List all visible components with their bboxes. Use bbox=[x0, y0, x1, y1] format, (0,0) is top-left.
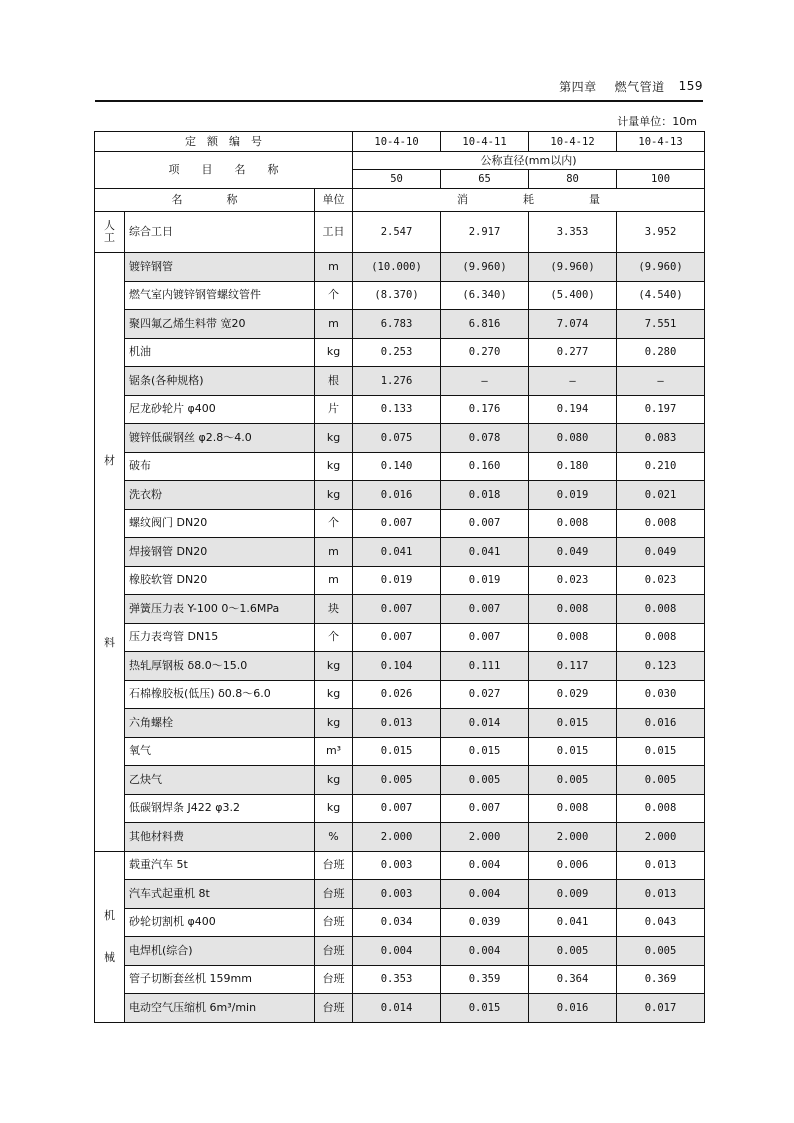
materials-row bbox=[95, 766, 705, 795]
consumption-value: 0.210 bbox=[617, 452, 705, 481]
machinery-row bbox=[95, 851, 705, 880]
machinery-row bbox=[95, 880, 705, 909]
item-name: 氧气 bbox=[125, 737, 315, 766]
materials-row bbox=[95, 623, 705, 652]
item-name: 电焊机(综合) bbox=[125, 937, 315, 966]
consumption-value: 0.049 bbox=[529, 538, 617, 567]
consumption-value: 0.027 bbox=[441, 680, 529, 709]
consumption-value: (8.370) bbox=[353, 281, 441, 310]
consumption-value: 0.194 bbox=[529, 395, 617, 424]
consumption-value: 0.004 bbox=[441, 851, 529, 880]
consumption-value: 0.029 bbox=[529, 680, 617, 709]
consumption-value: 0.180 bbox=[529, 452, 617, 481]
item-unit: kg bbox=[315, 652, 353, 681]
machinery-row bbox=[95, 937, 705, 966]
consumption-value: 0.015 bbox=[353, 737, 441, 766]
materials-row bbox=[95, 281, 705, 310]
item-unit: 工日 bbox=[315, 212, 353, 253]
item-unit: m bbox=[315, 566, 353, 595]
consumption-value: 0.176 bbox=[441, 395, 529, 424]
diameter-value: 100 bbox=[617, 170, 705, 189]
materials-row bbox=[95, 737, 705, 766]
consumption-value: 0.013 bbox=[617, 880, 705, 909]
consumption-value: 0.016 bbox=[353, 481, 441, 510]
materials-row bbox=[95, 538, 705, 567]
item-name: 洗衣粉 bbox=[125, 481, 315, 510]
consumption-value: 0.005 bbox=[353, 766, 441, 795]
item-unit: 台班 bbox=[315, 880, 353, 909]
consumption-value: 0.075 bbox=[353, 424, 441, 453]
consumption-value: 6.783 bbox=[353, 310, 441, 339]
consumption-value: 0.140 bbox=[353, 452, 441, 481]
consumption-value: 0.039 bbox=[441, 908, 529, 937]
materials-row bbox=[95, 253, 705, 282]
consumption-value: 0.016 bbox=[617, 709, 705, 738]
item-name: 综合工日 bbox=[125, 212, 315, 253]
consumption-value: 0.008 bbox=[617, 794, 705, 823]
consumption-value: 0.005 bbox=[617, 766, 705, 795]
item-unit: 片 bbox=[315, 395, 353, 424]
item-name: 锯条(各种规格) bbox=[125, 367, 315, 396]
consumption-value: 0.026 bbox=[353, 680, 441, 709]
consumption-value: 0.005 bbox=[529, 937, 617, 966]
materials-row bbox=[95, 509, 705, 538]
consumption-value: 2.000 bbox=[529, 823, 617, 852]
item-name: 聚四氟乙烯生料带 宽20 bbox=[125, 310, 315, 339]
machinery-row bbox=[95, 908, 705, 937]
unit-note: 计量单位：10m bbox=[617, 115, 697, 128]
category-spacer bbox=[99, 922, 120, 952]
consumption-value: 0.030 bbox=[617, 680, 705, 709]
item-unit: kg bbox=[315, 709, 353, 738]
consumption-value: 0.023 bbox=[529, 566, 617, 595]
diameter-label: 公称直径(mm以内) bbox=[353, 152, 705, 170]
materials-row bbox=[95, 709, 705, 738]
item-unit: 台班 bbox=[315, 851, 353, 880]
consumption-value: 0.007 bbox=[353, 595, 441, 624]
consumption-value: 0.018 bbox=[441, 481, 529, 510]
materials-row bbox=[95, 652, 705, 681]
consumption-value: (6.340) bbox=[441, 281, 529, 310]
item-name: 破布 bbox=[125, 452, 315, 481]
labor-row bbox=[95, 212, 705, 253]
item-name: 其他材料费 bbox=[125, 823, 315, 852]
consumption-value: 0.111 bbox=[441, 652, 529, 681]
consumption-value: 2.000 bbox=[353, 823, 441, 852]
consumption-value: 0.015 bbox=[441, 994, 529, 1023]
consumption-value: 3.353 bbox=[529, 212, 617, 253]
item-name: 石棉橡胶板(低压) δ0.8～6.0 bbox=[125, 680, 315, 709]
item-unit: kg bbox=[315, 680, 353, 709]
item-unit: m bbox=[315, 253, 353, 282]
consumption-value: 6.816 bbox=[441, 310, 529, 339]
consumption-value: 0.080 bbox=[529, 424, 617, 453]
item-unit: kg bbox=[315, 794, 353, 823]
consumption-value: 2.000 bbox=[617, 823, 705, 852]
item-name: 机油 bbox=[125, 338, 315, 367]
item-name: 压力表弯管 DN15 bbox=[125, 623, 315, 652]
quota-code-label: 定 额 编 号 bbox=[95, 132, 353, 152]
materials-row bbox=[95, 338, 705, 367]
consumption-value: 0.003 bbox=[353, 880, 441, 909]
item-unit: 个 bbox=[315, 281, 353, 310]
consumption-value: — bbox=[617, 367, 705, 396]
materials-row bbox=[95, 310, 705, 339]
consumption-value: 0.133 bbox=[353, 395, 441, 424]
item-unit: m³ bbox=[315, 737, 353, 766]
consumption-value: 0.270 bbox=[441, 338, 529, 367]
item-unit: kg bbox=[315, 481, 353, 510]
item-unit: m bbox=[315, 538, 353, 567]
consumption-value: 7.074 bbox=[529, 310, 617, 339]
consumption-value: 0.009 bbox=[529, 880, 617, 909]
consumption-value: 0.008 bbox=[529, 509, 617, 538]
consumption-value: 0.015 bbox=[441, 737, 529, 766]
item-name: 热轧厚钢板 δ8.0～15.0 bbox=[125, 652, 315, 681]
item-name: 乙炔气 bbox=[125, 766, 315, 795]
consumption-value: 0.016 bbox=[529, 994, 617, 1023]
consumption-value: 0.008 bbox=[529, 595, 617, 624]
consumption-value: 0.015 bbox=[529, 737, 617, 766]
consumption-value: 0.008 bbox=[617, 509, 705, 538]
diameter-value: 65 bbox=[441, 170, 529, 189]
consumption-value: 0.008 bbox=[617, 623, 705, 652]
item-name: 低碳钢焊条 J422 φ3.2 bbox=[125, 794, 315, 823]
item-unit: 台班 bbox=[315, 965, 353, 994]
consumption-value: 0.160 bbox=[441, 452, 529, 481]
consumption-value: (9.960) bbox=[529, 253, 617, 282]
consumption-value: 0.006 bbox=[529, 851, 617, 880]
category-text: 械 bbox=[104, 950, 115, 964]
category-text: 人工 bbox=[104, 219, 115, 244]
item-unit: 个 bbox=[315, 509, 353, 538]
consumption-value: 0.041 bbox=[441, 538, 529, 567]
column-unit-label: 单位 bbox=[315, 189, 353, 212]
consumption-value: 0.197 bbox=[617, 395, 705, 424]
consumption-value: 0.364 bbox=[529, 965, 617, 994]
consumption-value: 0.007 bbox=[441, 509, 529, 538]
quota-code: 10-4-12 bbox=[529, 132, 617, 152]
item-name: 焊接钢管 DN20 bbox=[125, 538, 315, 567]
item-unit: 根 bbox=[315, 367, 353, 396]
consumption-value: 0.004 bbox=[441, 880, 529, 909]
item-unit: 台班 bbox=[315, 937, 353, 966]
item-name: 弹簧压力表 Y-100 0～1.6MPa bbox=[125, 595, 315, 624]
item-name: 尼龙砂轮片 φ400 bbox=[125, 395, 315, 424]
consumption-value: 0.104 bbox=[353, 652, 441, 681]
quota-table bbox=[94, 131, 705, 1023]
item-unit: % bbox=[315, 823, 353, 852]
materials-row bbox=[95, 680, 705, 709]
category-labor bbox=[95, 212, 125, 253]
consumption-value: 0.005 bbox=[441, 766, 529, 795]
machinery-row bbox=[95, 994, 705, 1023]
consumption-value: 0.019 bbox=[529, 481, 617, 510]
materials-row bbox=[95, 424, 705, 453]
column-header-row bbox=[95, 189, 705, 212]
category-machinery bbox=[95, 851, 125, 1022]
consumption-value: 0.003 bbox=[353, 851, 441, 880]
item-unit: 台班 bbox=[315, 994, 353, 1023]
consumption-value: 0.359 bbox=[441, 965, 529, 994]
consumption-value: 0.004 bbox=[353, 937, 441, 966]
item-name: 载重汽车 5t bbox=[125, 851, 315, 880]
machinery-row bbox=[95, 965, 705, 994]
consumption-value: 0.083 bbox=[617, 424, 705, 453]
consumption-value: — bbox=[529, 367, 617, 396]
consumption-value: 0.043 bbox=[617, 908, 705, 937]
item-name: 砂轮切割机 φ400 bbox=[125, 908, 315, 937]
consumption-value: 0.005 bbox=[617, 937, 705, 966]
consumption-value: 2.917 bbox=[441, 212, 529, 253]
consumption-value: (10.000) bbox=[353, 253, 441, 282]
item-name-row bbox=[95, 152, 705, 170]
consumption-value: 0.049 bbox=[617, 538, 705, 567]
item-unit: m bbox=[315, 310, 353, 339]
consumption-label: 消 耗 量 bbox=[353, 189, 705, 212]
consumption-value: 0.117 bbox=[529, 652, 617, 681]
item-unit: kg bbox=[315, 424, 353, 453]
category-text: 料 bbox=[104, 635, 115, 649]
materials-row bbox=[95, 823, 705, 852]
quota-code: 10-4-13 bbox=[617, 132, 705, 152]
consumption-value: 0.017 bbox=[617, 994, 705, 1023]
consumption-value: 0.019 bbox=[353, 566, 441, 595]
category-materials bbox=[95, 253, 125, 852]
consumption-value: 0.015 bbox=[617, 737, 705, 766]
materials-row bbox=[95, 367, 705, 396]
consumption-value: 0.041 bbox=[529, 908, 617, 937]
consumption-value: (4.540) bbox=[617, 281, 705, 310]
consumption-value: 2.547 bbox=[353, 212, 441, 253]
consumption-value: (9.960) bbox=[617, 253, 705, 282]
consumption-value: 3.952 bbox=[617, 212, 705, 253]
consumption-value: (5.400) bbox=[529, 281, 617, 310]
consumption-value: 0.280 bbox=[617, 338, 705, 367]
consumption-value: 0.014 bbox=[441, 709, 529, 738]
item-name: 橡胶软管 DN20 bbox=[125, 566, 315, 595]
consumption-value: 0.008 bbox=[529, 623, 617, 652]
item-unit: kg bbox=[315, 766, 353, 795]
quota-code: 10-4-11 bbox=[441, 132, 529, 152]
consumption-value: 0.277 bbox=[529, 338, 617, 367]
item-name: 汽车式起重机 8t bbox=[125, 880, 315, 909]
item-name: 电动空气压缩机 6m³/min bbox=[125, 994, 315, 1023]
section-title: 燃气管道 bbox=[614, 79, 665, 94]
consumption-value: 0.015 bbox=[529, 709, 617, 738]
consumption-value: 0.019 bbox=[441, 566, 529, 595]
diameter-value: 80 bbox=[529, 170, 617, 189]
consumption-value: 0.004 bbox=[441, 937, 529, 966]
consumption-value: 0.013 bbox=[353, 709, 441, 738]
consumption-value: 0.013 bbox=[617, 851, 705, 880]
consumption-value: 0.007 bbox=[353, 623, 441, 652]
item-unit: kg bbox=[315, 338, 353, 367]
item-unit: 个 bbox=[315, 623, 353, 652]
category-spacer bbox=[99, 467, 120, 637]
quota-code-row bbox=[95, 132, 705, 152]
page-number: 159 bbox=[678, 79, 703, 93]
consumption-value: 0.005 bbox=[529, 766, 617, 795]
materials-row bbox=[95, 395, 705, 424]
category-text: 材 bbox=[104, 453, 115, 467]
materials-row bbox=[95, 452, 705, 481]
consumption-value: 7.551 bbox=[617, 310, 705, 339]
item-unit: kg bbox=[315, 452, 353, 481]
consumption-value: 0.008 bbox=[617, 595, 705, 624]
materials-row bbox=[95, 481, 705, 510]
consumption-value: 2.000 bbox=[441, 823, 529, 852]
consumption-value: 0.023 bbox=[617, 566, 705, 595]
column-name-label: 名 称 bbox=[95, 189, 315, 212]
consumption-value: 0.253 bbox=[353, 338, 441, 367]
consumption-value: (9.960) bbox=[441, 253, 529, 282]
consumption-value: 0.041 bbox=[353, 538, 441, 567]
materials-row bbox=[95, 566, 705, 595]
page-header bbox=[95, 74, 703, 98]
materials-row bbox=[95, 595, 705, 624]
consumption-value: 0.353 bbox=[353, 965, 441, 994]
consumption-value: 0.034 bbox=[353, 908, 441, 937]
item-name: 镀锌低碳钢丝 φ2.8～4.0 bbox=[125, 424, 315, 453]
item-unit: 块 bbox=[315, 595, 353, 624]
category-text: 机 bbox=[104, 908, 115, 922]
consumption-value: 1.276 bbox=[353, 367, 441, 396]
item-name: 六角螺栓 bbox=[125, 709, 315, 738]
consumption-value: 0.007 bbox=[353, 794, 441, 823]
consumption-value: 0.369 bbox=[617, 965, 705, 994]
item-unit: 台班 bbox=[315, 908, 353, 937]
diameter-value: 50 bbox=[353, 170, 441, 189]
item-name: 螺纹阀门 DN20 bbox=[125, 509, 315, 538]
consumption-value: 0.078 bbox=[441, 424, 529, 453]
consumption-value: 0.014 bbox=[353, 994, 441, 1023]
consumption-value: — bbox=[441, 367, 529, 396]
item-name: 管子切断套丝机 159mm bbox=[125, 965, 315, 994]
item-name: 燃气室内镀锌钢管螺纹管件 bbox=[125, 281, 315, 310]
materials-row bbox=[95, 794, 705, 823]
header-rule bbox=[95, 100, 703, 102]
consumption-value: 0.007 bbox=[353, 509, 441, 538]
consumption-value: 0.021 bbox=[617, 481, 705, 510]
chapter-title: 第四章 bbox=[559, 79, 597, 94]
consumption-value: 0.007 bbox=[441, 595, 529, 624]
item-name: 镀锌钢管 bbox=[125, 253, 315, 282]
item-name-label: 项 目 名 称 bbox=[95, 152, 353, 189]
consumption-value: 0.008 bbox=[529, 794, 617, 823]
consumption-value: 0.007 bbox=[441, 794, 529, 823]
consumption-value: 0.007 bbox=[441, 623, 529, 652]
consumption-value: 0.123 bbox=[617, 652, 705, 681]
quota-code: 10-4-10 bbox=[353, 132, 441, 152]
